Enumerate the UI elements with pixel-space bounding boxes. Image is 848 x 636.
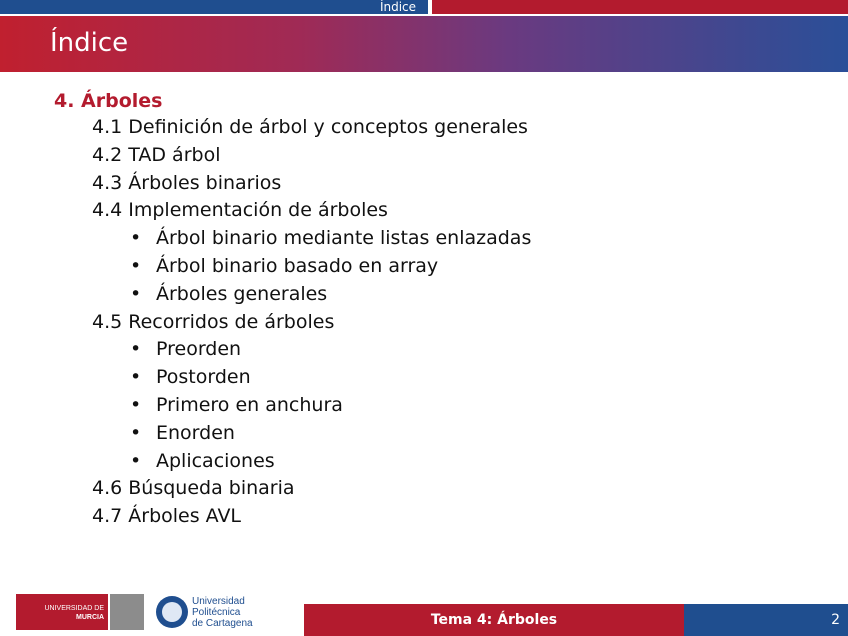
page-number: 2 [684,604,848,636]
outline-text: Preorden [156,338,242,361]
top-nav-bar [0,0,848,16]
outline-text: 4.5 Recorridos de árboles [92,310,335,333]
um-logo [16,594,144,630]
outline-list [54,114,834,531]
bullet-icon: • [130,282,142,305]
um-logo-line1: UNIVERSIDAD DE [44,605,104,612]
bullet-icon: • [130,227,142,250]
top-nav-tab[interactable]: Índice [368,0,428,14]
outline-subitem [130,364,834,392]
outline-subitem [130,336,834,364]
footer [0,590,848,636]
outline-item [92,475,834,503]
upct-logo-line1: Universidad [192,596,245,607]
outline-item [92,197,834,225]
outline-item [92,170,834,198]
outline-text: 4.1 Definición de árbol y conceptos generales [92,116,528,138]
outline-item [92,503,834,531]
outline-subitem [130,281,834,309]
outline-text: Enorden [156,421,235,444]
outline-subitem [130,225,834,253]
outline-text: Aplicaciones [156,449,275,472]
outline-text: 4.6 Búsqueda binaria [92,477,295,500]
slide-content [54,88,834,531]
outline-subitem [130,448,834,476]
um-logo-line2: MURCIA [76,614,104,621]
outline-text: Árbol binario basado en array [156,254,439,277]
bullet-icon: • [130,421,142,444]
title-bar [0,16,848,72]
outline-subitem [130,392,834,420]
footer-topic: Tema 4: Árboles [304,604,684,636]
outline-subitem [130,253,834,281]
upct-logo [156,594,266,630]
upct-logo-text [192,596,253,629]
outline-item [92,114,834,142]
um-seal-icon [110,594,144,630]
upct-emblem-icon [156,596,188,628]
outline-text: 4.4 Implementación de árboles [92,199,388,222]
outline-text: Primero en anchura [156,393,343,416]
upct-logo-line3: de Cartagena [192,618,253,629]
upct-logo-line2: Politécnica [192,607,241,618]
outline-text: Postorden [156,366,251,389]
outline-text: Árboles generales [156,282,328,305]
outline-text: Árbol binario mediante listas enlazadas [156,227,532,250]
outline-text: 4.2 TAD árbol [92,143,221,166]
section-heading: 4. Árboles [54,90,163,112]
bullet-icon: • [130,449,142,472]
outline-subitem [130,420,834,448]
slide-title: Índice [50,28,129,58]
bullet-icon: • [130,366,142,389]
outline-item [92,142,834,170]
outline-text: 4.3 Árboles binarios [92,171,282,194]
outline-text: 4.7 Árboles AVL [92,505,242,528]
top-nav-left [0,0,368,14]
outline-item [92,309,834,337]
um-logo-text [16,594,108,630]
top-nav-right [432,0,848,14]
bullet-icon: • [130,254,142,277]
bullet-icon: • [130,338,142,361]
bullet-icon: • [130,393,142,416]
